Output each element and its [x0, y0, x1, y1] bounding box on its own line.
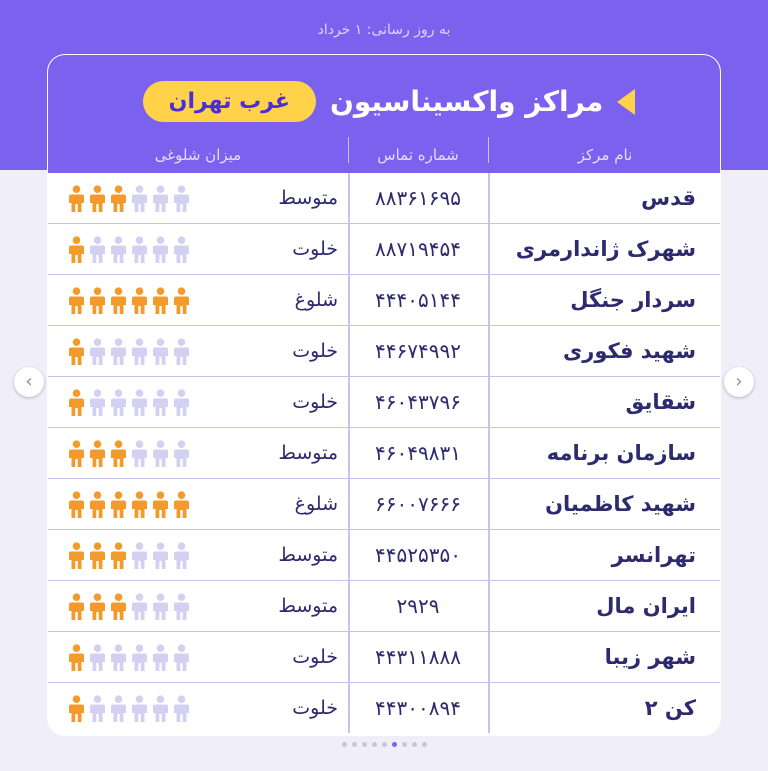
- column-divider: [348, 224, 350, 274]
- crowd-status: خلوت: [292, 340, 338, 362]
- card-title: [138, 81, 640, 122]
- column-divider: [488, 326, 490, 376]
- person-icon: [173, 389, 190, 417]
- person-icon: [68, 236, 85, 264]
- column-divider: [348, 479, 350, 529]
- center-phone: ۴۶۰۴۹۸۳۱: [375, 441, 461, 465]
- title-text: مراکز واکسیناسیون: [329, 85, 604, 118]
- center-name: شهید فکوری: [563, 339, 696, 363]
- column-header-crowd: میزان شلوغی: [154, 146, 242, 164]
- column-divider: [488, 530, 490, 580]
- person-icon: [173, 338, 190, 366]
- center-name: کن ۲: [644, 696, 696, 720]
- center-name: شهر زیبا: [604, 645, 696, 669]
- person-icon: [89, 185, 106, 213]
- person-icon: [131, 236, 148, 264]
- person-icon: [110, 236, 127, 264]
- person-icon: [131, 287, 148, 315]
- column-divider: [348, 683, 350, 733]
- person-icon: [152, 185, 169, 213]
- column-divider: [348, 632, 350, 682]
- person-icon: [110, 338, 127, 366]
- person-icon: [68, 695, 85, 723]
- person-icon: [152, 593, 169, 621]
- center-phone: ۴۴۳۰۰۸۹۴: [375, 696, 461, 720]
- column-divider: [488, 632, 490, 682]
- person-icon: [110, 644, 127, 672]
- column-divider: [348, 428, 350, 478]
- table-row: [48, 632, 720, 683]
- column-header-phone: شماره تماس: [377, 146, 459, 164]
- column-divider: [488, 224, 490, 274]
- person-icon: [68, 440, 85, 468]
- carousel-dot[interactable]: [372, 742, 377, 747]
- column-divider: [488, 479, 490, 529]
- carousel-dot[interactable]: [352, 742, 357, 747]
- column-divider: [348, 137, 349, 163]
- person-icon: [68, 389, 85, 417]
- carousel-dot[interactable]: [412, 742, 417, 747]
- table-row: [48, 683, 720, 733]
- person-icon: [110, 491, 127, 519]
- person-icon: [131, 695, 148, 723]
- update-date-label: به روز رسانی: ۱ خرداد: [317, 22, 451, 38]
- person-icon: [131, 593, 148, 621]
- person-icon: [152, 491, 169, 519]
- center-phone: ۲۹۲۹: [396, 594, 440, 618]
- person-icon: [152, 644, 169, 672]
- column-divider: [488, 428, 490, 478]
- person-icon: [89, 236, 106, 264]
- person-icon: [89, 695, 106, 723]
- person-icon: [173, 440, 190, 468]
- crowd-level-meter: [68, 236, 190, 264]
- center-phone: ۴۴۵۲۵۳۵۰: [375, 543, 461, 567]
- person-icon: [68, 185, 85, 213]
- crowd-level-meter: [68, 440, 190, 468]
- crowd-level-meter: [68, 389, 190, 417]
- center-phone: ۴۴۴۰۵۱۴۴: [375, 288, 461, 312]
- crowd-level-meter: [68, 287, 190, 315]
- crowd-status: خلوت: [292, 391, 338, 413]
- crowd-level-meter: [68, 338, 190, 366]
- column-divider: [348, 377, 350, 427]
- crowd-level-meter: [68, 185, 190, 213]
- center-phone: ۴۴۶۷۴۹۹۲: [375, 339, 461, 363]
- center-phone: ۴۴۳۱۱۸۸۸: [375, 645, 461, 669]
- person-icon: [173, 236, 190, 264]
- person-icon: [131, 644, 148, 672]
- crowd-status: خلوت: [292, 697, 338, 719]
- person-icon: [131, 542, 148, 570]
- person-icon: [68, 338, 85, 366]
- center-phone: ۴۶۰۴۳۷۹۶: [375, 390, 461, 414]
- column-divider: [488, 275, 490, 325]
- person-icon: [152, 338, 169, 366]
- carousel-dot[interactable]: [392, 742, 397, 747]
- person-icon: [68, 542, 85, 570]
- carousel-dot[interactable]: [342, 742, 347, 747]
- table-row: [48, 326, 720, 377]
- column-divider: [488, 377, 490, 427]
- center-name: شهید کاظمیان: [545, 492, 696, 516]
- person-icon: [131, 440, 148, 468]
- person-icon: [152, 236, 169, 264]
- column-divider: [348, 275, 350, 325]
- center-name: قدس: [641, 186, 696, 210]
- person-icon: [68, 593, 85, 621]
- person-icon: [173, 287, 190, 315]
- person-icon: [89, 338, 106, 366]
- person-icon: [110, 542, 127, 570]
- crowd-status: خلوت: [292, 646, 338, 668]
- crowd-level-meter: [68, 542, 190, 570]
- table-row: [48, 581, 720, 632]
- person-icon: [173, 491, 190, 519]
- person-icon: [89, 440, 106, 468]
- column-divider: [348, 326, 350, 376]
- person-icon: [89, 593, 106, 621]
- crowd-level-meter: [68, 695, 190, 723]
- center-name: سازمان برنامه: [546, 441, 696, 465]
- crowd-status: شلوغ: [294, 493, 338, 515]
- crowd-status: متوسط: [278, 595, 338, 617]
- person-icon: [131, 185, 148, 213]
- centers-table: [48, 173, 720, 733]
- person-icon: [131, 338, 148, 366]
- person-icon: [110, 440, 127, 468]
- crowd-level-meter: [68, 644, 190, 672]
- column-divider: [488, 173, 490, 223]
- column-divider: [488, 683, 490, 733]
- center-phone: ۸۸۷۱۹۴۵۴: [375, 237, 461, 261]
- region-badge: غرب تهران: [143, 81, 316, 122]
- center-name: ایران مال: [596, 594, 696, 618]
- carousel-indicator: [0, 742, 768, 747]
- crowd-level-meter: [68, 593, 190, 621]
- person-icon: [110, 389, 127, 417]
- crowd-level-meter: [68, 491, 190, 519]
- column-divider: [488, 137, 489, 163]
- column-divider: [348, 581, 350, 631]
- table-row: [48, 377, 720, 428]
- column-divider: [488, 581, 490, 631]
- center-name: سردار جنگل: [570, 288, 696, 312]
- crowd-status: متوسط: [278, 544, 338, 566]
- table-row: [48, 224, 720, 275]
- person-icon: [110, 593, 127, 621]
- person-icon: [152, 389, 169, 417]
- carousel-dot[interactable]: [422, 742, 427, 747]
- center-name: شهرک ژاندارمری: [515, 237, 696, 261]
- person-icon: [131, 491, 148, 519]
- vaccination-centers-card: [47, 54, 721, 736]
- carousel-dot[interactable]: [362, 742, 367, 747]
- carousel-dot[interactable]: [402, 742, 407, 747]
- person-icon: [152, 440, 169, 468]
- column-divider: [348, 530, 350, 580]
- person-icon: [152, 695, 169, 723]
- person-icon: [173, 542, 190, 570]
- table-row: [48, 530, 720, 581]
- person-icon: [152, 287, 169, 315]
- column-divider: [348, 173, 350, 223]
- person-icon: [89, 389, 106, 417]
- crowd-status: متوسط: [278, 442, 338, 464]
- play-icon: [617, 89, 635, 115]
- chevron-left-icon[interactable]: ‹: [14, 367, 44, 397]
- person-icon: [89, 644, 106, 672]
- person-icon: [89, 542, 106, 570]
- crowd-status: متوسط: [278, 187, 338, 209]
- table-row: [48, 479, 720, 530]
- person-icon: [68, 644, 85, 672]
- center-name: تهرانسر: [611, 543, 696, 567]
- crowd-status: شلوغ: [294, 289, 338, 311]
- center-phone: ۶۶۰۰۷۶۶۶: [375, 492, 461, 516]
- person-icon: [152, 542, 169, 570]
- person-icon: [110, 695, 127, 723]
- table-row: [48, 428, 720, 479]
- person-icon: [173, 185, 190, 213]
- person-icon: [89, 491, 106, 519]
- person-icon: [68, 287, 85, 315]
- center-name: شقایق: [625, 390, 696, 414]
- carousel-dot[interactable]: [382, 742, 387, 747]
- person-icon: [131, 389, 148, 417]
- table-row: [48, 173, 720, 224]
- person-icon: [173, 644, 190, 672]
- person-icon: [110, 287, 127, 315]
- person-icon: [89, 287, 106, 315]
- person-icon: [110, 185, 127, 213]
- person-icon: [173, 593, 190, 621]
- center-phone: ۸۸۳۶۱۶۹۵: [375, 186, 461, 210]
- table-row: [48, 275, 720, 326]
- person-icon: [68, 491, 85, 519]
- chevron-right-icon[interactable]: ›: [724, 367, 754, 397]
- crowd-status: خلوت: [292, 238, 338, 260]
- column-header-name: نام مرکز: [577, 146, 633, 164]
- card-header: [48, 55, 720, 173]
- person-icon: [173, 695, 190, 723]
